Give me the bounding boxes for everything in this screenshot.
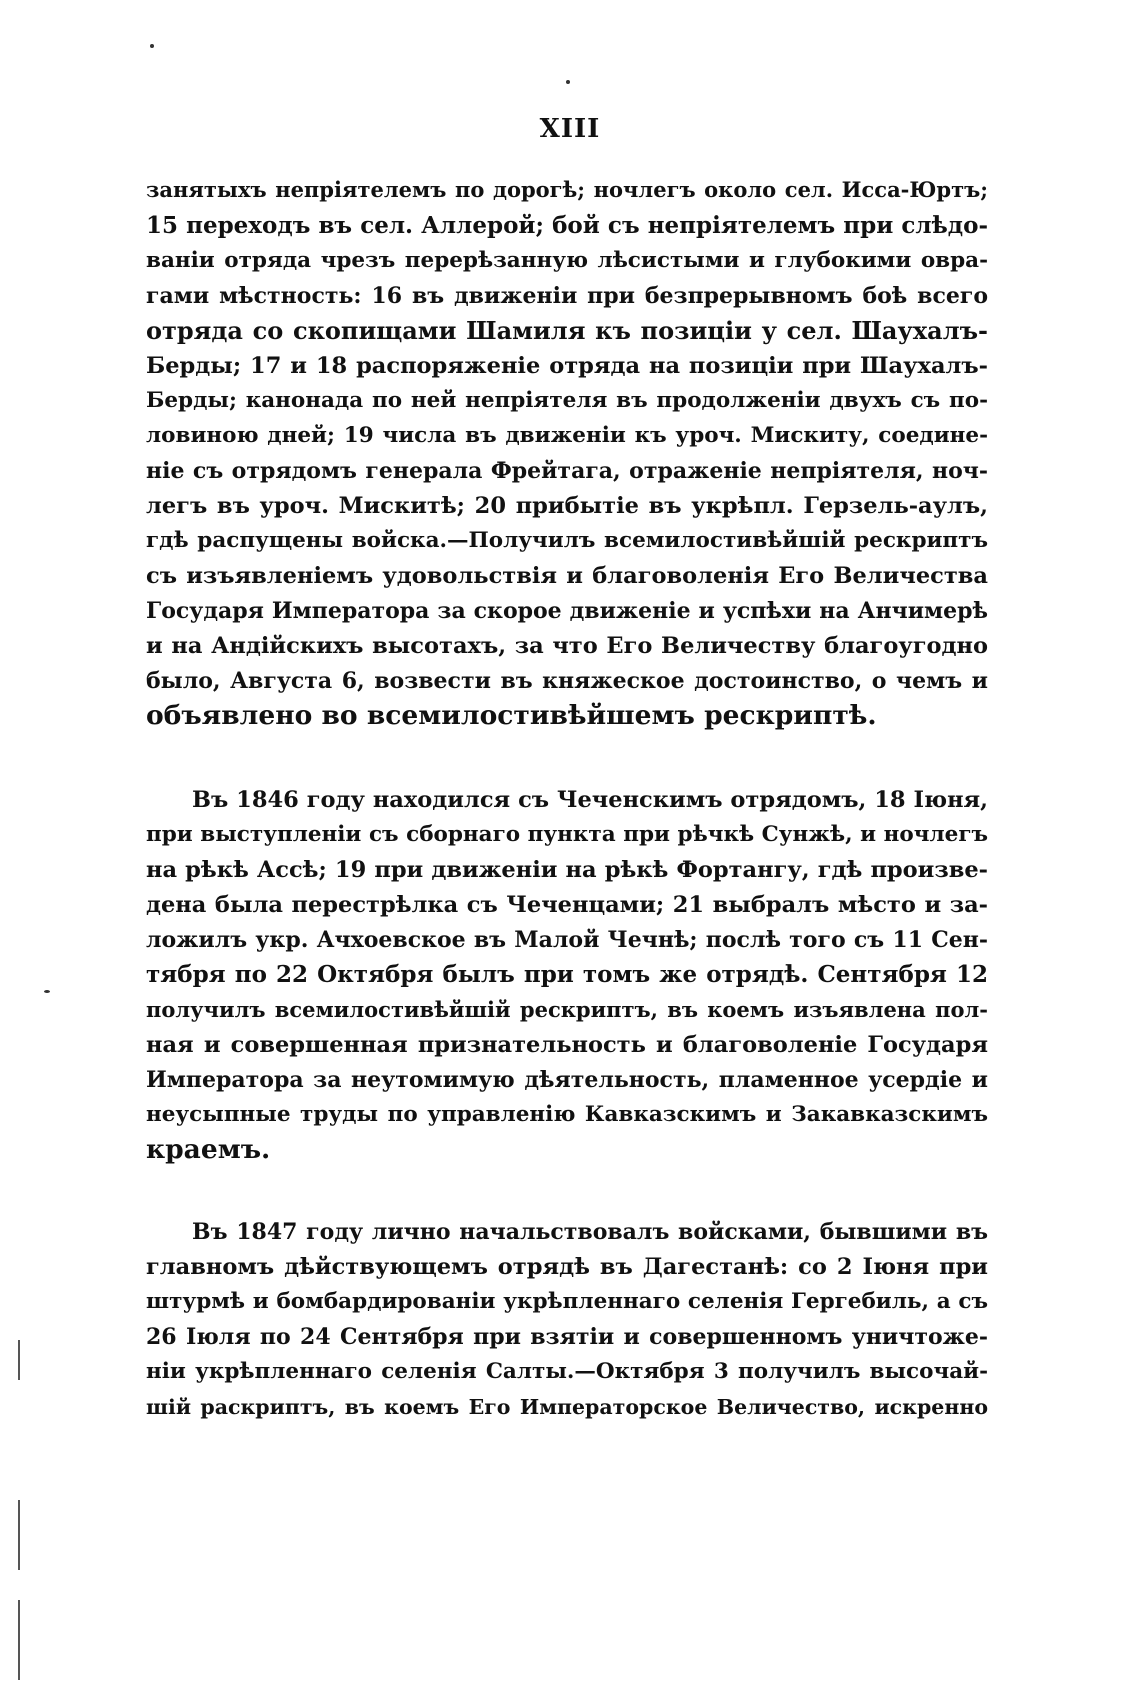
text-line: было, Августа 6, возвести въ княжеское достоинство, о чемъ и bbox=[146, 668, 988, 694]
scan-edge-mark bbox=[18, 1340, 20, 1380]
text-line: 15 переходъ въ сел. Аллерой; бой съ непріятелемъ при слѣдо- bbox=[146, 212, 988, 239]
text-line: главномъ дѣйствующемъ отрядѣ въ Дагестанѣ: со 2 Іюня при bbox=[146, 1254, 988, 1280]
text-line: штурмѣ и бомбардированіи укрѣпленнаго селенія Гергебиль, а съ bbox=[146, 1289, 988, 1314]
text-line: краемъ. bbox=[146, 1134, 271, 1165]
scan-edge-mark bbox=[18, 1500, 20, 1570]
text-line: ная и совершенная признательность и благоволеніе Государя bbox=[146, 1032, 988, 1058]
text-line: при выступленіи съ сборнаго пункта при рѣчкѣ Сунжѣ, и ночлегъ bbox=[146, 822, 988, 847]
text-line: ніе съ отрядомъ генерала Фрейтага, отраженіе непріятеля, ноч- bbox=[146, 458, 988, 484]
text-line: дена была перестрѣлка съ Чеченцами; 21 выбралъ мѣсто и за- bbox=[146, 892, 988, 918]
text-line: Берды; канонада по ней непріятеля въ продолженіи двухъ съ по- bbox=[146, 388, 988, 413]
text-line: Императора за неутомимую дѣятельность, пламенное усердіе и bbox=[146, 1067, 988, 1093]
text-line: неусыпные труды по управленію Кавказскимъ и Закавказскимъ bbox=[146, 1102, 988, 1127]
text-line: занятыхъ непріятелемъ по дорогѣ; ночлегъ около сел. Исса-Юртъ; bbox=[146, 177, 988, 202]
text-line: Въ 1847 году лично начальствовалъ войсками, бывшими въ bbox=[192, 1219, 988, 1245]
text-line: тября по 22 Октября былъ при томъ же отрядѣ. Сентября 12 bbox=[146, 961, 988, 988]
text-line: Государя Императора за скорое движеніе и успѣхи на Анчимерѣ bbox=[146, 598, 988, 624]
text-line: ложилъ укр. Ачхоевское въ Малой Чечнѣ; послѣ того съ 11 Сен- bbox=[146, 927, 988, 953]
page-number: XIII bbox=[539, 114, 601, 144]
ink-speck bbox=[150, 44, 154, 48]
text-line: и на Андійскихъ высотахъ, за что Его Величеству благоугодно bbox=[146, 633, 988, 659]
text-line: шій раскриптъ, въ коемъ Его Императорское Величество, искренно bbox=[146, 1395, 988, 1419]
text-line: отряда со скопищами Шамиля къ позиціи у сел. Шаухалъ- bbox=[146, 316, 988, 345]
ink-speck bbox=[44, 990, 50, 993]
ink-speck bbox=[566, 80, 570, 84]
scan-edge-mark bbox=[18, 1600, 20, 1680]
text-line: гами мѣстность: 16 въ движеніи при безпрерывномъ боѣ всего bbox=[146, 283, 988, 309]
text-line: съ изъявленіемъ удовольствія и благоволенія Его Величества bbox=[146, 563, 988, 589]
text-line: легъ въ уроч. Мискитѣ; 20 прибытіе въ укрѣпл. Герзель-аулъ, bbox=[146, 493, 988, 519]
text-line: 26 Іюля по 24 Сентября при взятіи и совершенномъ уничтоже- bbox=[146, 1324, 988, 1350]
text-line: на рѣкѣ Ассѣ; 19 при движеніи на рѣкѣ Фортангу, гдѣ произве- bbox=[146, 857, 988, 883]
text-line: Въ 1846 году находился съ Чеченскимъ отрядомъ, 18 Іюня, bbox=[192, 787, 988, 813]
text-line: ловиною дней; 19 числа въ движеніи къ уроч. Мискиту, соедине- bbox=[146, 423, 988, 448]
text-line: ваніи отряда чрезъ перерѣзанную лѣсистыми и глубокими овра- bbox=[146, 248, 988, 273]
text-line: получилъ всемилостивѣйшій рескриптъ, въ коемъ изъявлена пол- bbox=[146, 997, 988, 1022]
text-line: гдѣ распущены войска.—Получилъ всемилостивѣйшій рескриптъ bbox=[146, 528, 988, 553]
text-line: объявлено во всемилостивѣйшемъ рескриптѣ. bbox=[146, 700, 877, 731]
text-line: Берды; 17 и 18 распоряженіе отряда на позиціи при Шаухалъ- bbox=[146, 353, 988, 379]
text-line: ніи укрѣпленнаго селенія Салты.—Октября 3 получилъ высочай- bbox=[146, 1359, 988, 1384]
